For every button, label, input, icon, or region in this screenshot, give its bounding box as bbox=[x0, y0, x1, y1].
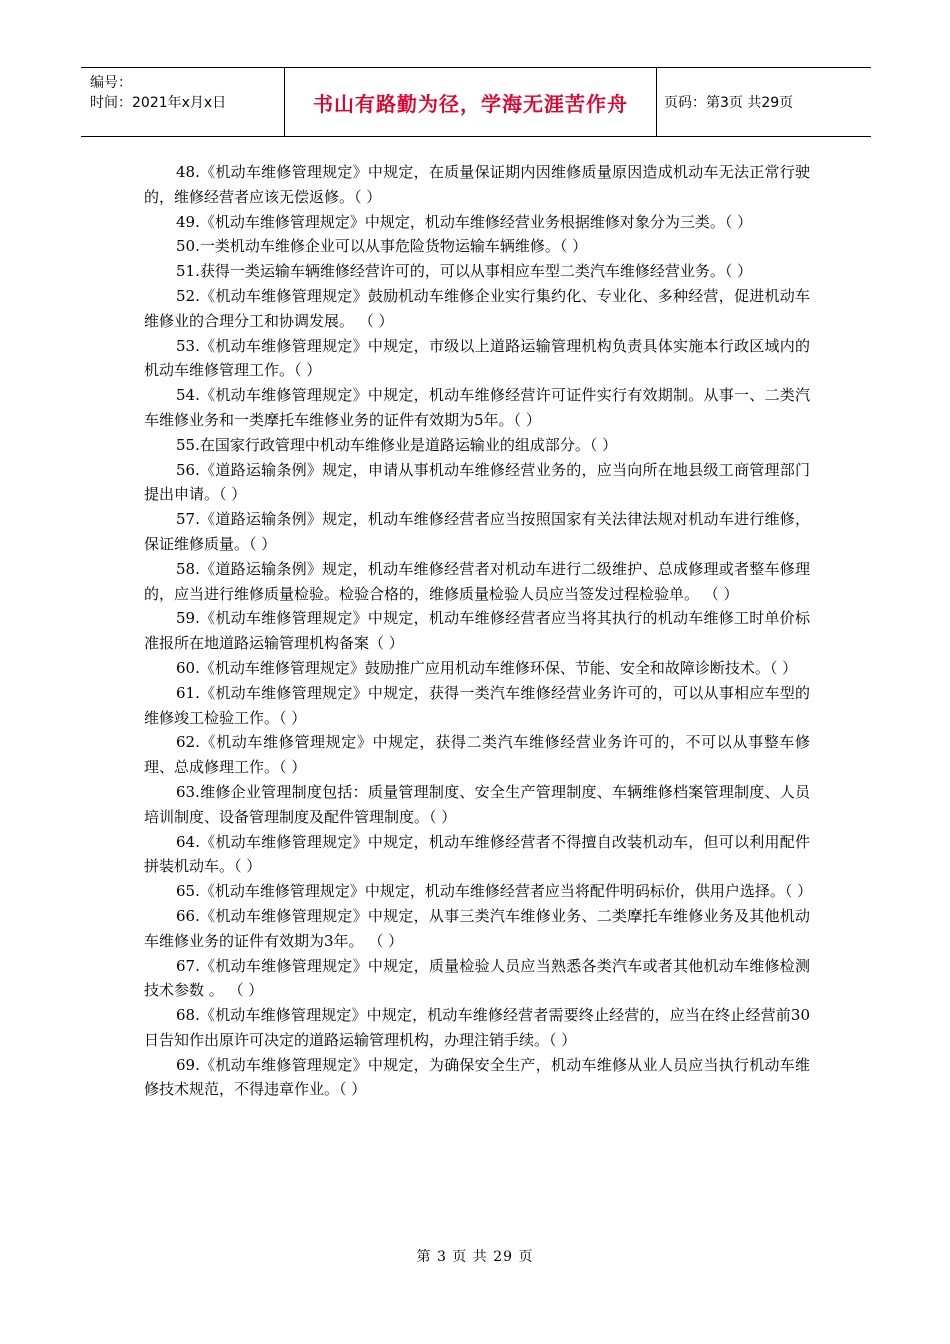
question-item: 51.获得一类运输车辆维修经营许可的，可以从事相应车型二类汽车维修经营业务。（ ） bbox=[176, 262, 753, 281]
question-item: 67.《机动车维修管理规定》中规定，质量检验人员应当熟悉各类汽车或者其他机动车维修检测技术参数 。 （ ） bbox=[144, 956, 810, 1000]
page-footer: 第 3 页 共 29 页 bbox=[416, 1249, 534, 1265]
question-item: 66.《机动车维修管理规定》中规定，从事三类汽车维修业务、二类摩托车维修业务及其他机动车维修业务的证件有效期为3年。 （ ） bbox=[144, 906, 810, 950]
question-item: 61.《机动车维修管理规定》中规定，获得一类汽车维修经营业务许可的，可以从事相应车型的维修竣工检验工作。（ ） bbox=[144, 683, 810, 727]
question-item: 54.《机动车维修管理规定》中规定，机动车维修经营许可证件实行有效期制。从事一、二类汽车维修业务和一类摩托车维修业务的证件有效期为5年。（ ） bbox=[144, 386, 810, 429]
question-item: 62.《机动车维修管理规定》中规定，获得二类汽车维修经营业务许可的，不可以从事整车修理、总成修理工作。（ ） bbox=[144, 733, 810, 777]
question-item: 48.《机动车维修管理规定》中规定，在质量保证期内因维修质量原因造成机动车无法正常行驶的，维修经营者应该无偿返修。（ ） bbox=[144, 163, 810, 206]
question-item: 69.《机动车维修管理规定》中规定，为确保安全生产，机动车维修从业人员应当执行机动车维修技术规范，不得违章作业。（ ） bbox=[144, 1055, 810, 1099]
header-motto: 书山有路勤为径，学海无涯苦作舟 bbox=[284, 68, 657, 136]
document-number-label: 编号： bbox=[90, 75, 132, 91]
question-item: 56.《道路运输条例》规定，申请从事机动车维修经营业务的，应当向所在地县级工商管理部门提出申请。（ ） bbox=[144, 460, 810, 504]
question-item: 60.《机动车维修管理规定》鼓励推广应用机动车维修环保、节能、安全和故障诊断技术。（ ） bbox=[176, 658, 798, 677]
question-item: 52.《机动车维修管理规定》鼓励机动车维修企业实行集约化、专业化、多种经营，促进机动车维修业的合理分工和协调发展。 （ ） bbox=[144, 286, 810, 330]
question-item: 63.维修企业管理制度包括：质量管理制度、安全生产管理制度、车辆维修档案管理制度、人员培训制度、设备管理制度及配件管理制度。（ ） bbox=[144, 782, 810, 826]
question-item: 59.《机动车维修管理规定》中规定，机动车维修经营者应当将其执行的机动车维修工时单价标准报所在地道路运输管理机构备案（ ） bbox=[144, 609, 810, 653]
question-item: 53.《机动车维修管理规定》中规定，市级以上道路运输管理机构负责具体实施本行政区域内的机动车维修管理工作。（ ） bbox=[144, 336, 810, 380]
question-item: 58.《道路运输条例》规定，机动车维修经营者对机动车进行二级维护、总成修理或者整车修理的，应当进行维修质量检验。检验合格的，维修质量检验人员应当签发过程检验单。 （ ） bbox=[144, 559, 810, 603]
question-item: 64.《机动车维修管理规定》中规定，机动车维修经营者不得擅自改装机动车，但可以利用配件拼装机动车。（ ） bbox=[144, 832, 810, 876]
header-meta bbox=[81, 68, 284, 141]
question-item: 68.《机动车维修管理规定》中规定，机动车维修经营者需要终止经营的，应当在终止经营前30日告知作出原许可决定的道路运输管理机构，办理注销手续。（ ） bbox=[144, 1006, 810, 1049]
question-item: 50.一类机动车维修企业可以从事危险货物运输车辆维修。（ ） bbox=[176, 237, 588, 256]
question-list bbox=[144, 160, 813, 1102]
question-item: 49.《机动车维修管理规定》中规定，机动车维修经营业务根据维修对象分为三类。（ ） bbox=[176, 212, 753, 231]
document-date-label: 时间：2021年x月x日 bbox=[90, 95, 227, 111]
question-item: 57.《道路运输条例》规定，机动车维修经营者应当按照国家有关法律法规对机动车进行维修，保证维修质量。（ ） bbox=[144, 510, 810, 553]
question-item: 55.在国家行政管理中机动车维修业是道路运输业的组成部分。（ ） bbox=[176, 435, 618, 454]
page-header bbox=[81, 67, 871, 137]
header-page-number: 页码：第3页 共29页 bbox=[664, 95, 794, 111]
question-item: 65.《机动车维修管理规定》中规定，机动车维修经营者应当将配件明码标价，供用户选择。（ ） bbox=[176, 882, 813, 901]
